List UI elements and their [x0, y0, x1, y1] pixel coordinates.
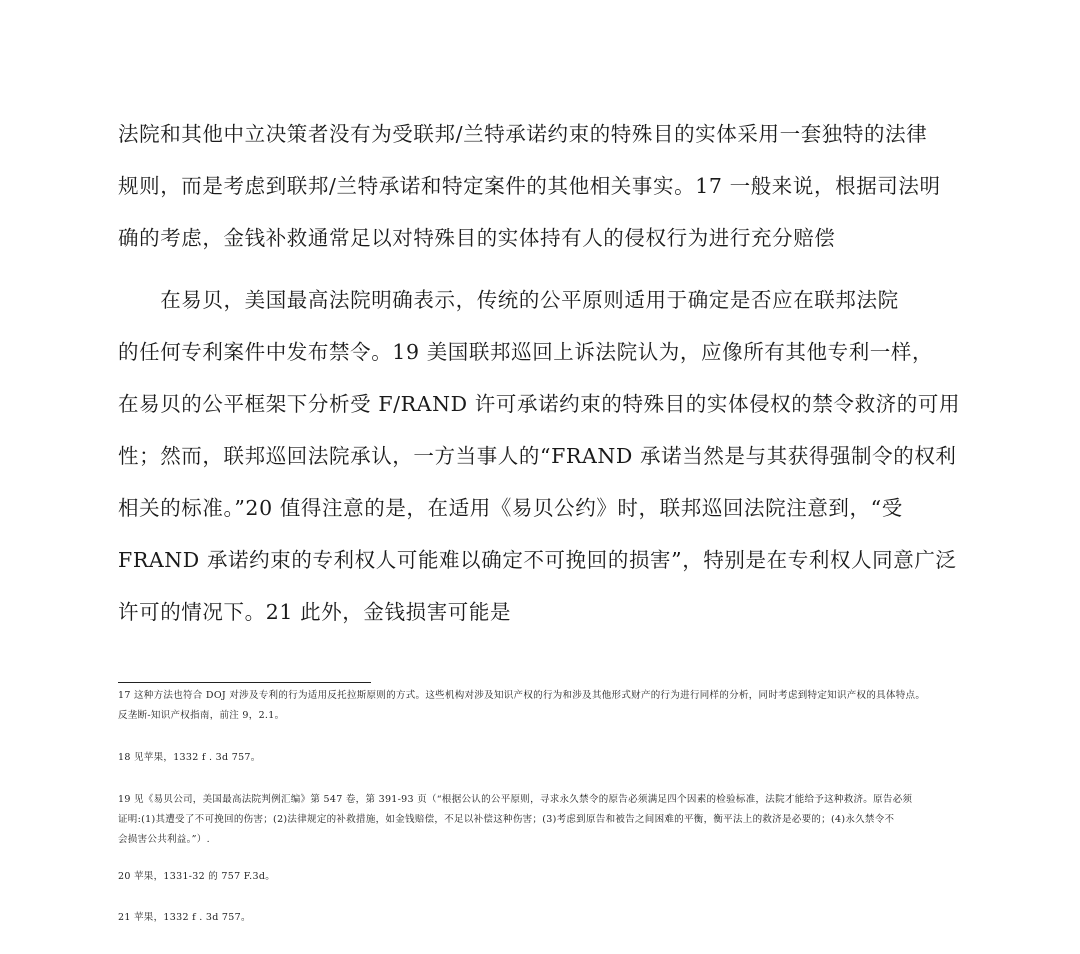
- footnote-line: 反垄断-知识产权指南，前注 9，2.1。: [118, 710, 285, 721]
- body-paragraph: [118, 108, 948, 264]
- paragraph-line: 许可的情况下。21 此外，金钱损害可能是: [118, 600, 512, 624]
- footnote: [118, 790, 978, 850]
- footnote-line: 19 见《易贝公司，美国最高法院判例汇编》第 547 卷，第 391-93 页（“根据公认的公平原则，寻求永久禁令的原告必须满足四个因素的检验标准，法院才能给予这种救济。原告必须: [118, 794, 913, 805]
- footnote-line: 会损害公共利益。”）.: [118, 834, 210, 845]
- paragraph-line: 性；然而，联邦巡回法院承认，一方当事人的“FRAND 承诺当然是与其获得强制令的权利: [118, 444, 957, 468]
- footnote: [118, 908, 978, 928]
- footnote-separator: [118, 682, 371, 683]
- paragraph-line: 法院和其他中立决策者没有为受联邦/兰特承诺约束的特殊目的实体采用一套独特的法律: [118, 122, 928, 146]
- paragraph-line: 确的考虑，金钱补救通常足以对特殊目的实体持有人的侵权行为进行充分赔偿: [118, 226, 836, 250]
- footnote-line: 证明:(1)其遭受了不可挽回的伤害；(2)法律规定的补救措施，如金钱赔偿，不足以补偿这种伤害；(3)考虑到原告和被告之间困难的平衡，衡平法上的救济是必要的；(4)永久禁令不: [118, 814, 895, 825]
- paragraph-line: 的任何专利案件中发布禁令。19 美国联邦巡回上诉法院认为，应像所有其他专利一样，: [118, 340, 934, 364]
- footnote-line: 20 苹果，1331-32 的 757 F.3d。: [118, 871, 276, 882]
- paragraph-line: 在易贝的公平框架下分析受 F/RAND 许可承诺约束的特殊目的实体侵权的禁令救济的可用: [118, 392, 961, 416]
- body-paragraph: [118, 274, 961, 638]
- paragraph-line: FRAND 承诺约束的专利权人可能难以确定不可挽回的损害”，特别是在专利权人同意广泛: [118, 548, 957, 572]
- footnote-line: 21 苹果，1332 f . 3d 757。: [118, 912, 251, 923]
- paragraph-line: 相关的标准。”20 值得注意的是，在适用《易贝公约》时，联邦巡回法院注意到，“受: [118, 496, 903, 520]
- footnote: [118, 686, 978, 726]
- footnote: [118, 867, 978, 887]
- footnote: [118, 748, 978, 768]
- footnote-line: 17 这种方法也符合 DOJ 对涉及专利的行为适用反托拉斯原则的方式。这些机构对涉及知识产权的行为和涉及其他形式财产的行为进行同样的分析，同时考虑到特定知识产权的具体特点。: [118, 690, 926, 701]
- paragraph-line: 在易贝，美国最高法院明确表示，传统的公平原则适用于确定是否应在联邦法院: [118, 288, 899, 312]
- footnote-line: 18 见苹果，1332 f . 3d 757。: [118, 752, 261, 763]
- paragraph-line: 规则，而是考虑到联邦/兰特承诺和特定案件的其他相关事实。17 一般来说，根据司法明: [118, 174, 941, 198]
